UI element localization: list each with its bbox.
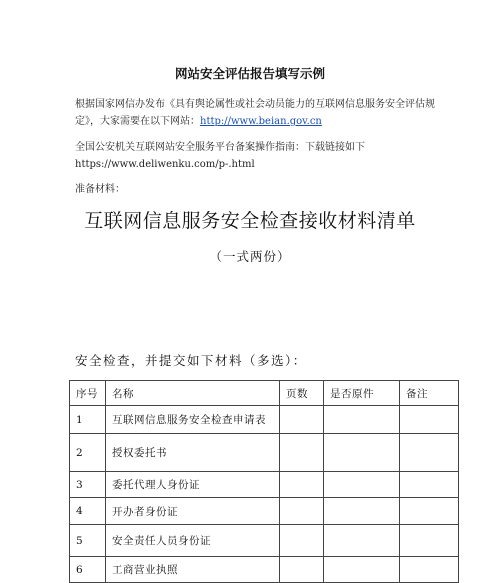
guide-url: https://www.deliwenku.com/p-.html <box>75 159 255 170</box>
row-remarks <box>400 406 459 434</box>
header-no: 序号 <box>70 381 106 406</box>
table-row <box>70 406 459 434</box>
row-no: 1 <box>70 406 106 434</box>
guide-paragraph <box>75 139 455 173</box>
table-row <box>70 498 459 525</box>
row-remarks <box>400 525 459 557</box>
table-row <box>70 525 459 557</box>
row-pages <box>280 525 324 557</box>
table-row <box>70 472 459 498</box>
checklist-title: 互联网信息服务安全检查接收材料清单 <box>84 210 416 232</box>
row-pages <box>280 472 324 498</box>
row-no: 3 <box>70 472 106 498</box>
row-name: 授权委托书 <box>106 434 280 472</box>
row-pages <box>280 557 324 583</box>
header-pages: 页数 <box>280 381 324 406</box>
copies-note: （一式两份） <box>209 249 291 264</box>
row-original <box>324 406 400 434</box>
row-remarks <box>400 498 459 525</box>
guide-text: 全国公安机关互联网站安全服务平台备案操作指南：下载链接如下 <box>75 142 365 153</box>
row-no: 4 <box>70 498 106 525</box>
intro-text: 根据国家网信办发布《具有舆论属性或社会动员能力的互联网信息服务安全评估规定》，大家需要在以下网站： <box>75 99 435 127</box>
row-no: 6 <box>70 557 106 583</box>
intro-paragraph <box>75 96 455 130</box>
row-remarks <box>400 557 459 583</box>
header-name: 名称 <box>106 381 280 406</box>
row-name: 安全责任人员身份证 <box>106 525 280 557</box>
row-name: 互联网信息服务安全检查申请表 <box>106 406 280 434</box>
row-original <box>324 498 400 525</box>
row-remarks <box>400 434 459 472</box>
table-row <box>70 557 459 583</box>
submission-instruction: 安全检查，并提交如下材料（多选）： <box>75 353 307 368</box>
row-name: 工商营业执照 <box>106 557 280 583</box>
table-header-row <box>70 381 459 406</box>
row-no: 2 <box>70 434 106 472</box>
materials-table <box>69 380 459 583</box>
beian-link[interactable]: http://www.beian.gov.cn <box>200 116 322 127</box>
materials-label: 准备材料： <box>75 184 125 195</box>
row-no: 5 <box>70 525 106 557</box>
row-pages <box>280 406 324 434</box>
row-pages <box>280 434 324 472</box>
document-title: 网站安全评估报告填写示例 <box>174 66 325 81</box>
row-original <box>324 434 400 472</box>
header-original: 是否原件 <box>324 381 400 406</box>
row-name: 开办者身份证 <box>106 498 280 525</box>
row-original <box>324 557 400 583</box>
header-remarks: 备注 <box>400 381 459 406</box>
row-original <box>324 525 400 557</box>
table-row <box>70 434 459 472</box>
row-pages <box>280 498 324 525</box>
row-remarks <box>400 472 459 498</box>
row-original <box>324 472 400 498</box>
row-name: 委托代理人身份证 <box>106 472 280 498</box>
